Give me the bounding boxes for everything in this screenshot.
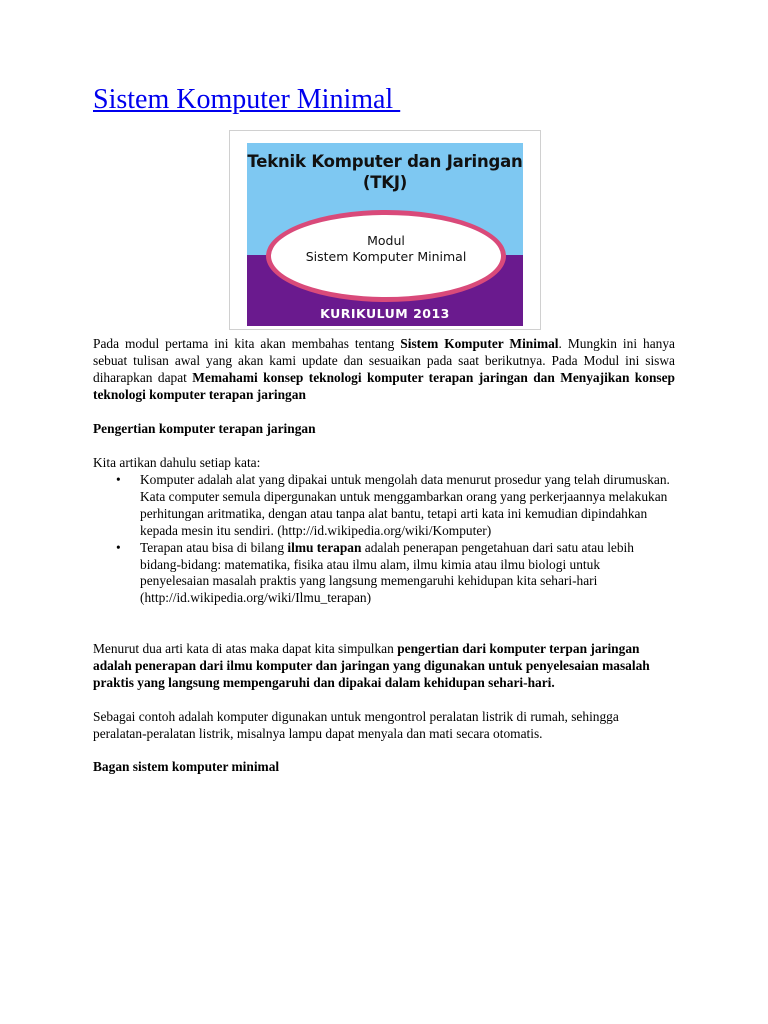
conclusion-text: Menurut dua arti kata di atas maka dapat kita simpulkan <box>93 641 398 656</box>
intro-text-1: Pada modul pertama ini kita akan membahas tentang <box>93 336 401 351</box>
list-item <box>93 472 670 540</box>
intro-bold-2: Memahami konsep teknologi komputer terapan jaringan dan Menyajikan konsep teknologi komputer terapan jaringan <box>93 369 675 402</box>
cover-ellipse <box>266 210 506 302</box>
page-title[interactable]: Sistem Komputer Minimal <box>93 84 401 115</box>
section-heading-bagan: Bagan sistem komputer minimal <box>93 759 280 774</box>
section-heading-pengertian: Pengertian komputer terapan jaringan <box>93 421 316 436</box>
conclusion-bold: pengertian dari komputer terpan jaringan adalah penerapan dari ilmu komputer dan jaringan yang digunakan untuk penyelesaian masalah praktis yang langsung mempengaruhi dan dipakai dalam kehidupan sehari-hari. <box>93 641 650 690</box>
bullet-text-terapan-1: Terapan atau bisa di bilang <box>140 539 288 555</box>
cover-image <box>229 130 541 330</box>
lead-text: Kita artikan dahulu setiap kata: <box>93 455 261 470</box>
bullet-icon: • <box>116 472 121 487</box>
example-paragraph: Sebagai contoh adalah komputer digunakan untuk mengontrol peralatan listrik di rumah, sehingga peralatan-peralatan listrik, misalnya lampu dapat menyala dan mati secara otomatis. <box>93 709 619 741</box>
cover-heading-line1: Teknik Komputer dan Jaringan <box>247 152 523 171</box>
bullet-text-komputer: Komputer adalah alat yang dipakai untuk mengolah data menurut prosedur yang telah dirumuskan. Kata computer semula dipergunakan untuk menggambarkan orang yang perkerjaannya melakukan perhitungan aritmatika, dengan atau tanpa alat bantu, tetapi arti kata ini kemudian dipindahkan kepada mesin itu sendiri. (http://id.wikipedia.org/wiki/Komputer) <box>140 472 670 538</box>
cover-heading-line2: (TKJ) <box>362 173 408 192</box>
list-item <box>93 540 670 608</box>
cover-modul-line1: Modul <box>367 233 405 248</box>
intro-text-2: . Mungkin ini hanya sebuat tulisan awal yang akan kami update dan sesuaikan pada saat berikutnya. Pada Modul ini siswa diharapkan dapat <box>93 336 675 385</box>
definition-list <box>93 472 675 607</box>
bullet-bold-ilmu-terapan: ilmu terapan <box>287 539 362 555</box>
intro-bold-1: Sistem Komputer Minimal <box>400 336 559 351</box>
bullet-text-terapan-2: adalah penerapan pengetahuan dari satu atau lebih bidang-bidang: matematika, fisika atau ilmu alam, ilmu kimia atau ilmu biologi untuk penyelesaian masalah praktis yang langsung memengaruhi kehidupan kita sehari-hari (http://id.wikipedia.org/wiki/Ilmu_terapan) <box>140 539 634 606</box>
conclusion-paragraph <box>93 641 675 692</box>
cover-heading <box>247 151 523 193</box>
document-page <box>93 0 675 1024</box>
cover-modul-text <box>271 233 501 265</box>
cover-footer: KURIKULUM 2013 <box>320 306 450 321</box>
bullet-icon: • <box>116 539 121 555</box>
cover-artwork <box>247 143 523 326</box>
cover-modul-line2: Sistem Komputer Minimal <box>305 249 467 264</box>
intro-paragraph <box>93 336 675 404</box>
